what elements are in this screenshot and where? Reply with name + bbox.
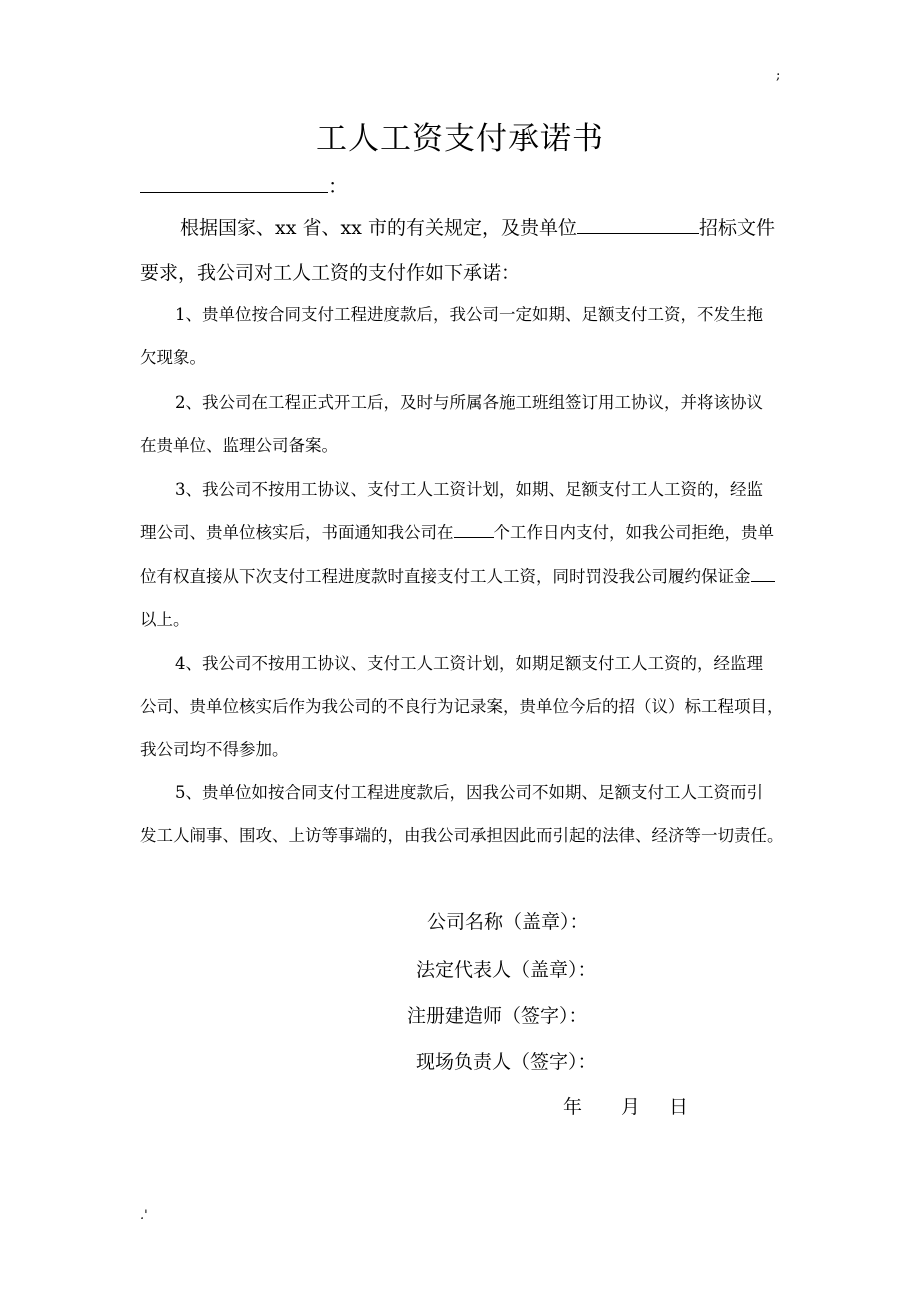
intro-text-a: 根据国家、xx 省、xx 市的有关规定，及贵单位 — [180, 217, 577, 239]
item-1-line-2: 欠现象。 — [140, 348, 206, 367]
item-3-line-3 — [140, 563, 775, 587]
intro-line-1 — [180, 213, 775, 240]
header-mark: ; — [776, 68, 781, 83]
addressee-blank — [140, 172, 328, 193]
addressee-colon: ： — [328, 174, 348, 198]
date-month: 月 — [621, 1096, 641, 1118]
document-title: 工人工资支付承诺书 — [316, 121, 604, 157]
footer-mark: .' — [140, 1208, 148, 1223]
item-3-line-4: 以上。 — [140, 610, 190, 629]
item-4-line-2: 公司、贵单位核实后作为我公司的不良行为记录案，贵单位今后的招（议）标工程项目， — [140, 697, 784, 716]
intro-line-2: 要求，我公司对工人工资的支付作如下承诺： — [140, 262, 521, 284]
date-day: 日 — [669, 1096, 689, 1118]
signature-site-manager: 现场负责人（签字）： — [416, 1051, 597, 1073]
item-3-text-a: 理公司、贵单位核实后，书面通知我公司在 — [140, 523, 454, 542]
date-year: 年 — [563, 1096, 583, 1118]
intro-text-b: 招标文件 — [698, 217, 775, 239]
project-name-blank — [577, 214, 699, 234]
item-2-line-1: 2、我公司在工程正式开工后，及时与所属各施工班组签订用工协议，并将该协议 — [175, 393, 763, 412]
item-5-line-2: 发工人闹事、围攻、上访等事端的，由我公司承担因此而引起的法律、经济等一切责任。 — [140, 826, 784, 845]
item-4-line-3: 我公司均不得参加。 — [140, 740, 289, 759]
item-3-text-b: 个工作日内支付，如我公司拒绝，贵单 — [493, 523, 774, 542]
item-1-line-1: 1、贵单位按合同支付工程进度款后，我公司一定如期、足额支付工资，不发生拖 — [175, 305, 763, 324]
signature-engineer: 注册建造师（签字）： — [407, 1005, 588, 1027]
item-3-text-c: 位有权直接从下次支付工程进度款时直接支付工人工资，同时罚没我公司履约保证金 — [140, 567, 751, 586]
item-5-line-1: 5、贵单位如按合同支付工程进度款后，因我公司不如期、足额支付工人工资而引 — [175, 783, 763, 802]
signature-legal-rep: 法定代表人（盖章）： — [416, 959, 597, 981]
signature-company: 公司名称（盖章）： — [427, 911, 589, 933]
item-3-line-2 — [140, 519, 774, 543]
item-4-line-1: 4、我公司不按用工协议、支付工人工资计划，如期足额支付工人工资的，经监理 — [175, 654, 763, 673]
deposit-blank — [751, 565, 775, 583]
days-blank — [454, 521, 494, 539]
item-2-line-2: 在贵单位、监理公司备案。 — [140, 436, 338, 455]
item-3-line-1: 3、我公司不按用工协议、支付工人工资计划，如期、足额支付工人工资的，经监 — [175, 480, 763, 499]
addressee-line — [140, 170, 348, 199]
